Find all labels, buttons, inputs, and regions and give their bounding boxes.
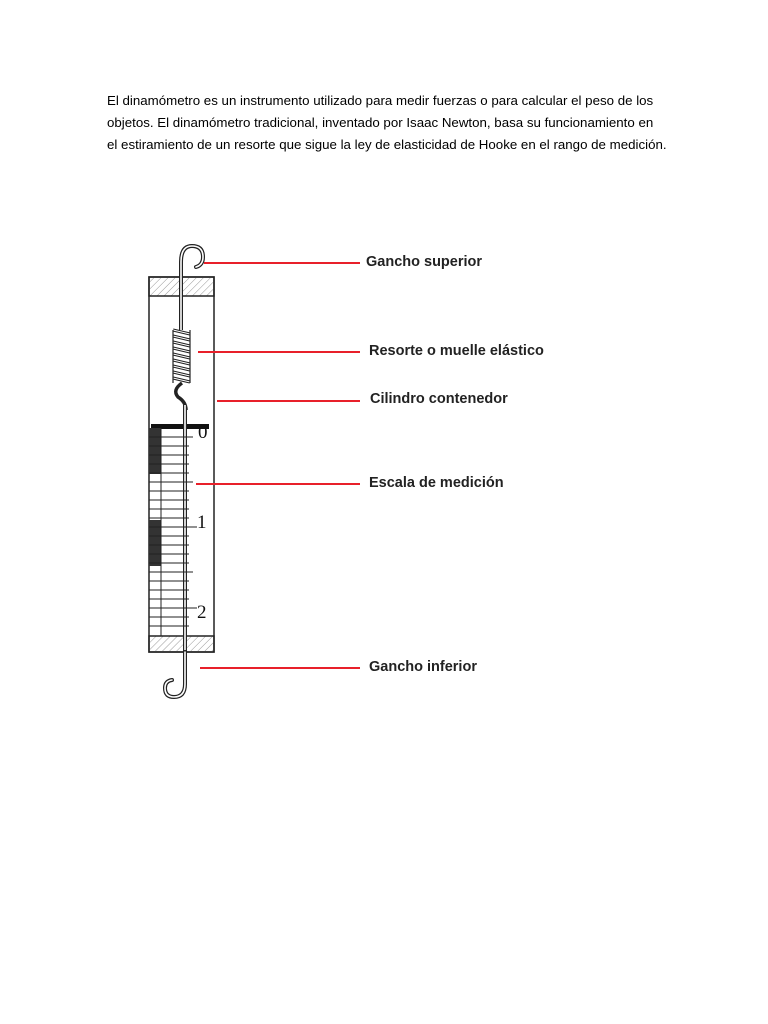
- scale-number-1: 1: [197, 512, 207, 533]
- intro-paragraph: El dinamómetro es un instrumento utilizado para medir fuerzas o para calcular el peso de los objetos. El dinamómetro tradicional, inventado por Isaac Newton, basa su funcionamiento en el estiramiento de un resorte que sigue la ley de elasticidad de Hooke en el rango de medición.: [107, 93, 667, 152]
- leader-cylinder: [217, 400, 360, 402]
- scale-number-2: 2: [197, 602, 207, 623]
- label-spring: Resorte o muelle elástico: [369, 343, 544, 359]
- scale-number-0: 0: [198, 422, 208, 443]
- leader-bottom-hook: [200, 667, 360, 669]
- label-bottom-hook: Gancho inferior: [369, 659, 477, 675]
- leader-top-hook: [204, 262, 360, 264]
- label-cylinder: Cilindro contenedor: [370, 391, 508, 407]
- leader-spring: [198, 351, 360, 353]
- bottom-hook: [165, 652, 185, 697]
- label-scale: Escala de medición: [369, 475, 504, 491]
- leader-scale: [196, 483, 360, 485]
- label-top-hook: Gancho superior: [366, 254, 483, 270]
- bottom-cap: [149, 636, 214, 652]
